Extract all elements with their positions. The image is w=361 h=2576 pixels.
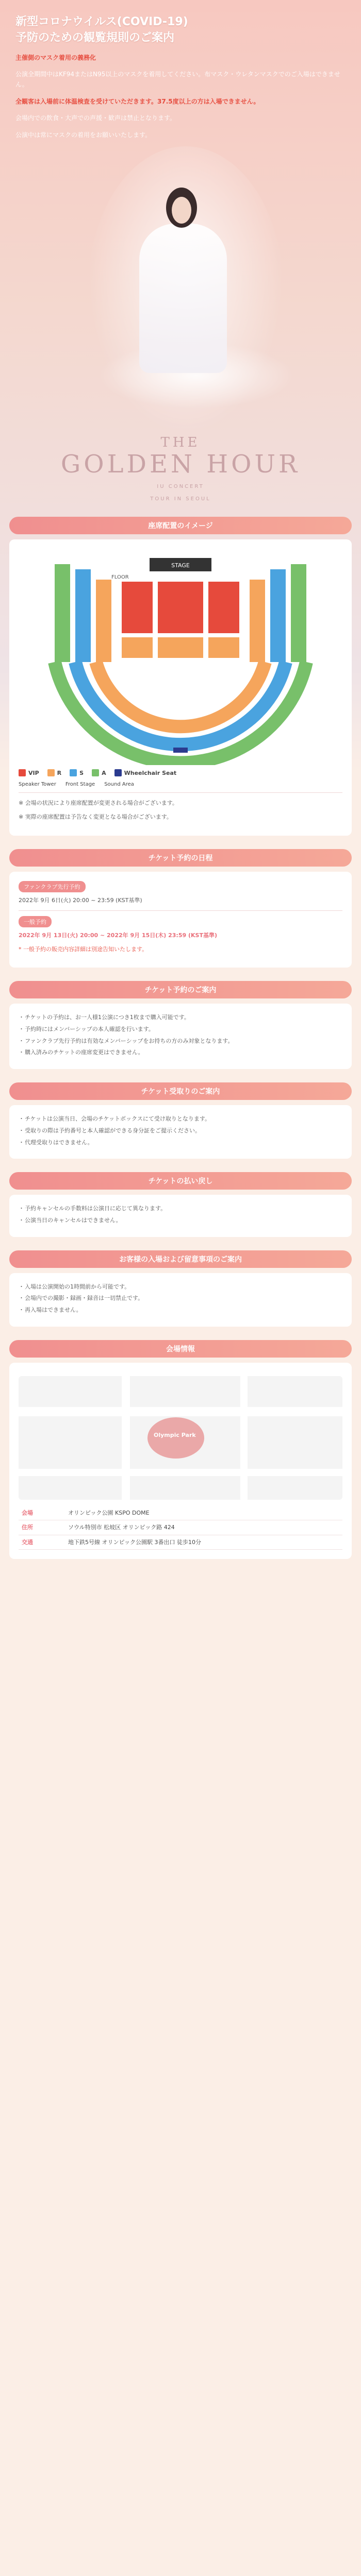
access-card: [9, 1363, 352, 1560]
title-line-1: 新型コロナウイルス(COVID-19): [15, 15, 188, 28]
legend-r: R: [47, 769, 61, 776]
guidance-card: [9, 1004, 352, 1069]
entrance-heading: お客様の入場および留意事項のご案内: [9, 1250, 352, 1268]
access-heading: 会場情報: [9, 1340, 352, 1358]
legend2-front: Front Stage: [65, 782, 95, 788]
logo-golden-hour: GOLDEN HOUR: [60, 449, 301, 479]
intro-text: [0, 49, 361, 140]
refund-item: ・ 予約キャンセルの手数料は公演日に応じて異なります。: [19, 1204, 342, 1214]
hero-image: [0, 146, 361, 455]
stage-label: STAGE: [171, 562, 190, 569]
seating-heading: 座席配置のイメージ: [9, 517, 352, 534]
general-badge: 一般予約: [19, 916, 52, 927]
entrance-section: [9, 1250, 352, 1327]
fanclub-date: 2022年 9月 6日(火) 20:00 ~ 23:59 (KST基準): [19, 896, 142, 904]
general-date: 2022年 9月 13日(火) 20:00 ~ 2022年 9月 15日(木) 23:59 (KST基準): [19, 931, 217, 939]
logo-sub-2: TOUR IN SEOUL: [150, 496, 211, 502]
intro-heading: 主催側のマスク着用の義務化: [15, 54, 96, 61]
schedule-card: [9, 872, 352, 968]
receipt-item: ・ チケットは公演当日、会場のチケットボックスにて受け取りとなります。: [19, 1114, 342, 1124]
logo-sub-1: IU CONCERT: [157, 484, 204, 490]
refund-heading: チケットの払い戻し: [9, 1172, 352, 1190]
refund-card: [9, 1195, 352, 1236]
legend2-sound: Sound Area: [104, 782, 134, 788]
intro-p2: 公演全期間中はKF94またはN95以上のマスクを着用してください。布マスク・ウレタンマスクでのご入場はできません。: [15, 70, 340, 89]
receipt-item: ・ 代理受取りはできません。: [19, 1138, 342, 1148]
access-section: [9, 1340, 352, 1560]
floor-blocks: [122, 582, 239, 658]
receipt-section: [9, 1082, 352, 1159]
entrance-item: ・ 再入場はできません。: [19, 1306, 342, 1315]
seat-map-svg: [19, 549, 342, 765]
wheelchair-seats: [173, 748, 188, 753]
floor-label: FLOOR: [111, 574, 129, 581]
entrance-item: ・ 入場は公演開始の1時間前から可能です。: [19, 1282, 342, 1292]
entrance-item: ・ 会場内での撮影・録画・録音は一切禁止です。: [19, 1294, 342, 1303]
guidance-item: ・ 購入済みのチケットの座席変更はできません。: [19, 1048, 342, 1058]
seating-section: [9, 517, 352, 836]
guidance-item: ・ 予約時にはメンバーシップの本人確認を行います。: [19, 1025, 342, 1035]
seat-legend-2: [19, 782, 342, 787]
guidance-item: ・ ファンクラブ先行予約は有効なメンバーシップをお持ちの方のみ対象となります。: [19, 1037, 342, 1046]
hero-title: [0, 0, 361, 49]
table-row: 住所 ソウル特別市 松坡区 オリンピック路 424: [19, 1520, 342, 1535]
refund-item: ・ 公演当日のキャンセルはできません。: [19, 1216, 342, 1226]
intro-p4: 会場内での飲食・大声での声援・歓声は禁止となります。: [15, 114, 176, 122]
legend-vip: VIP: [19, 769, 39, 776]
seating-note-2: ※ 実際の座席配置は予告なく変更となる場合がございます。: [19, 814, 172, 821]
guidance-item: ・ チケットの予約は、お一人様1公演につき1枚まで購入可能です。: [19, 1013, 342, 1023]
seat-legend: [19, 769, 342, 776]
receipt-card: [9, 1105, 352, 1159]
intro-p5: 公演中は常にマスクの着用をお願いいたします。: [15, 131, 152, 139]
seating-note-1: ※ 会場の状況により座席配置が変更される場合がございます。: [19, 800, 178, 807]
fanclub-badge: ファンクラブ先行予約: [19, 881, 86, 892]
receipt-heading: チケット受取りのご案内: [9, 1082, 352, 1100]
title-line-2: 予防のための観覧規則のご案内: [15, 31, 175, 44]
intro-p3: 全観客は入場前に体温検査を受けていただきます。37.5度以上の方は入場できません。: [15, 97, 260, 105]
guidance-heading: チケット予約のご案内: [9, 981, 352, 998]
schedule-heading: チケット予約の日程: [9, 849, 352, 867]
seating-card: [9, 539, 352, 836]
venue-info-table: [19, 1506, 342, 1550]
map-label: Olympic Park: [154, 1431, 196, 1438]
table-row: 交通 地下鉄5号線 オリンピック公園駅 3番出口 徒歩10分: [19, 1535, 342, 1550]
legend-a: A: [92, 769, 106, 776]
logo-the: THE: [160, 434, 201, 450]
guidance-section: [9, 981, 352, 1069]
refund-section: [9, 1172, 352, 1236]
venue-map: [19, 1376, 342, 1500]
seat-map: [19, 549, 342, 765]
legend-wheelchair: Wheelchair Seat: [114, 769, 177, 776]
receipt-item: ・ 受取りの際は予約番号と本人確認ができる身分証をご提示ください。: [19, 1126, 342, 1136]
entrance-card: [9, 1273, 352, 1327]
general-note: * 一般予約の販売内容詳細は別途告知いたします。: [19, 946, 148, 953]
legend2-speaker: Speaker Tower: [19, 782, 56, 788]
table-row: 会場 オリンピック公園 KSPO DOME: [19, 1506, 342, 1520]
legend-s: S: [70, 769, 84, 776]
schedule-section: [9, 849, 352, 968]
